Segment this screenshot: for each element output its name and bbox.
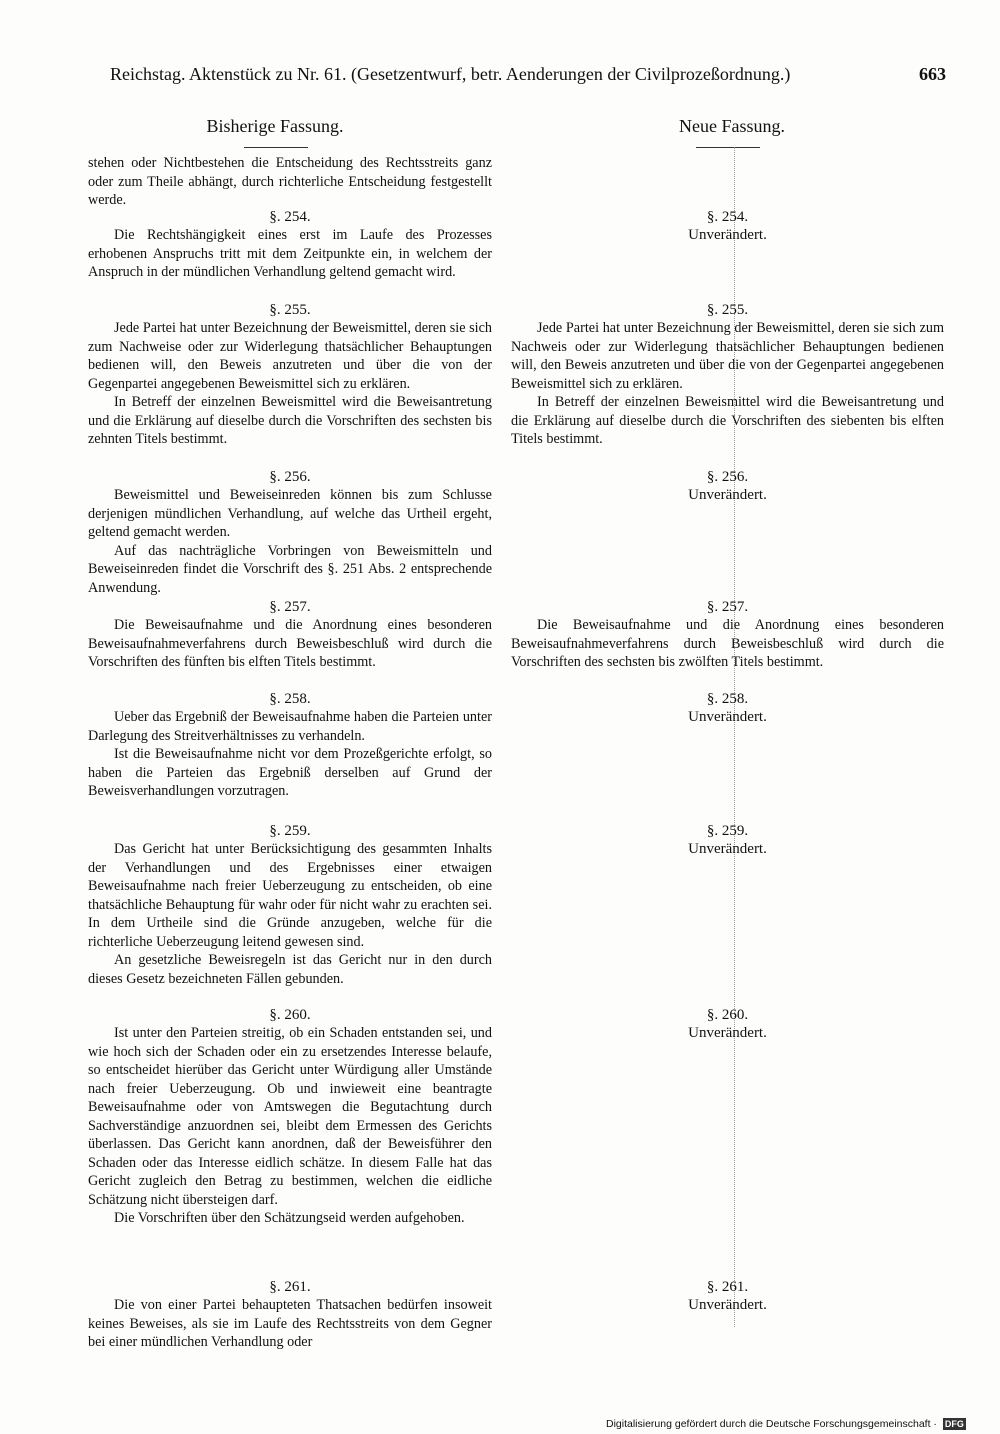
section-paragraph: Die von einer Partei behaupteten Thatsachen bedürfen insoweit keines Beweises, als sie im Laufe des Rechtsstreits von dem Gegner bei einer mündlichen Verhandlung oder [88, 1297, 492, 1350]
header-title: Reichstag. Aktenstück zu Nr. 61. (Gesetzentwurf, betr. Aenderungen der Civilprozeßordnung.) [110, 64, 791, 84]
right-section-260 [511, 1006, 944, 1042]
right-section-255 [511, 301, 944, 449]
section-paragraph: Die Beweisaufnahme und die Anordnung eines besonderen Beweisaufnahmeverfahrens durch Beweisbeschluß wird durch die Vorschriften des fünften bis elften Titels bestimmt. [88, 617, 492, 670]
section-heading: §. 260. [269, 1007, 311, 1023]
section-paragraph: Beweismittel und Beweiseinreden können bis zum Schlusse derjenigen mündlichen Verhandlung, auf welche das Urtheil ergeht, geltend gemacht werden. [88, 487, 492, 540]
section-heading: §. 258. [269, 691, 311, 707]
unchanged-label: Unverändert. [688, 1297, 767, 1313]
section-heading: §. 259. [269, 823, 311, 839]
section-heading: §. 254. [269, 209, 311, 225]
section-paragraph: Das Gericht hat unter Berücksichtigung des gesammten Inhalts der Verhandlungen und des Ergebnisses einer etwaigen Beweisaufnahme nach freier Ueberzeugung zu entscheiden, ob eine thatsächliche Behauptung für wahr oder für nicht wahr zu erachten sei. In dem Urtheile sind die Gründe anzugeben, welche für die richterliche Ueberzeugung leitend gewesen sind. [88, 841, 492, 950]
right-section-258 [511, 690, 944, 726]
right-section-256 [511, 468, 944, 504]
left-intro-paragraph: stehen oder Nichtbestehen die Entscheidung des Rechtsstreits ganz oder zum Theile abhängt, durch richterliche Entscheidung festgestellt werde. [88, 155, 492, 208]
section-paragraph: Jede Partei hat unter Bezeichnung der Beweismittel, deren sie sich zum Nachweis oder zur Widerlegung thatsächlicher Behauptungen bedienen will, den Beweis anzutreten und über die von der Gegenpartei angegebenen Beweismittel sich zu erklären. [511, 320, 944, 392]
section-heading: §. 259. [706, 823, 749, 839]
unchanged-label: Unverändert. [688, 709, 767, 725]
section-heading: §. 257. [706, 599, 749, 615]
section-heading: §. 255. [269, 302, 311, 318]
section-heading: §. 255. [706, 302, 749, 318]
footer-text: Digitalisierung gefördert durch die Deutsche Forschungsgemeinschaft · [606, 1418, 937, 1430]
unchanged-label: Unverändert. [688, 841, 767, 857]
left-section-255 [88, 301, 492, 449]
section-heading: §. 254. [706, 209, 749, 225]
running-header [88, 60, 946, 88]
section-paragraph: Die Beweisaufnahme und die Anordnung eines besonderen Beweisaufnahmeverfahrens durch Beweisbeschluß wird durch die Vorschriften des sechsten bis zwölften Titels bestimmt. [511, 617, 944, 670]
right-section-257 [511, 598, 944, 672]
left-intro-block [88, 154, 492, 210]
unchanged-label: Unverändert. [688, 1025, 767, 1041]
section-paragraph: Ueber das Ergebniß der Beweisaufnahme haben die Parteien unter Darlegung des Streitverhältnisses zu verhandeln. [88, 709, 492, 744]
right-title-rule [696, 147, 760, 148]
right-column-title: Neue Fassung. [679, 116, 785, 136]
left-section-261 [88, 1278, 492, 1352]
section-paragraph: Auf das nachträgliche Vorbringen von Beweismitteln und Beweiseinreden findet die Vorschrift des §. 251 Abs. 2 entsprechende Anwendung. [88, 542, 492, 596]
unchanged-label: Unverändert. [688, 227, 767, 243]
right-section-261 [511, 1278, 944, 1314]
dfg-logo: DFG [944, 1419, 964, 1430]
page-number: 663 [919, 64, 946, 84]
digitization-footer [606, 1417, 966, 1431]
section-heading: §. 256. [706, 469, 749, 485]
left-section-259 [88, 822, 492, 988]
left-title-rule [244, 147, 308, 148]
right-section-259 [511, 822, 944, 858]
left-section-258 [88, 690, 492, 801]
right-section-254 [511, 208, 944, 244]
left-section-260 [88, 1006, 492, 1228]
section-heading: §. 256. [269, 469, 311, 485]
section-paragraph: Die Vorschriften über den Schätzungseid werden aufgehoben. [114, 1210, 465, 1226]
section-heading: §. 260. [706, 1007, 749, 1023]
left-section-257 [88, 598, 492, 672]
section-paragraph: In Betreff der einzelnen Beweismittel wird die Beweisantretung und die Erklärung auf dieselbe durch die Vorschriften des siebenten bis elften Titels bestimmt. [511, 394, 944, 447]
section-paragraph: In Betreff der einzelnen Beweismittel wird die Beweisantretung und die Erklärung auf dieselbe durch die Vorschriften des sechsten bis zehnten Titels bestimmt. [88, 394, 492, 447]
section-paragraph: Jede Partei hat unter Bezeichnung der Beweismittel, deren sie sich zum Nachweise oder zur Widerlegung thatsächlicher Behauptungen bedienen will, den Beweis anzutreten und über die von der Gegenpartei angegebenen Beweismittel sich zu erklären. [88, 320, 492, 392]
left-section-256 [88, 468, 492, 597]
section-heading: §. 261. [269, 1279, 311, 1295]
left-section-254 [88, 208, 492, 282]
unchanged-label: Unverändert. [688, 487, 767, 503]
section-heading: §. 258. [706, 691, 749, 707]
section-heading: §. 257. [269, 599, 311, 615]
section-paragraph: Die Rechtshängigkeit eines erst im Laufe des Prozesses erhobenen Anspruchs tritt mit dem Zeitpunkte ein, in welchem der Anspruch in der mündlichen Verhandlung geltend gemacht wird. [88, 227, 492, 280]
section-paragraph: Ist die Beweisaufnahme nicht vor dem Prozeßgerichte erfolgt, so haben die Parteien das Ergebniß derselben auf Grund der Beweisverhandlungen vorzutragen. [88, 746, 492, 799]
left-column-title: Bisherige Fassung. [206, 116, 344, 136]
section-paragraph: Ist unter den Parteien streitig, ob ein Schaden entstanden sei, und wie hoch sich der Schaden oder ein zu ersetzendes Interesse belaufe, so entscheidet hierüber das Gericht unter Würdigung aller Umstände nach freier Ueberzeugung. Ob und inwieweit eine beantragte Beweisaufnahme oder von Amtswegen die Begutachtung durch Sachverständige anzuordnen sei, bleibt dem Ermessen des Gerichts überlassen. Das Gericht kann anordnen, daß der Beweisführer den Schaden oder das Interesse eidlich schätze. In diesem Falle hat das Gericht zugleich den Betrag zu bestimmen, welchen die eidliche Schätzung nicht übersteigen darf. [88, 1025, 492, 1208]
section-paragraph: An gesetzliche Beweisregeln ist das Gericht nur in den durch dieses Gesetz bezeichneten Fällen gebunden. [88, 952, 492, 987]
section-heading: §. 261. [706, 1279, 749, 1295]
